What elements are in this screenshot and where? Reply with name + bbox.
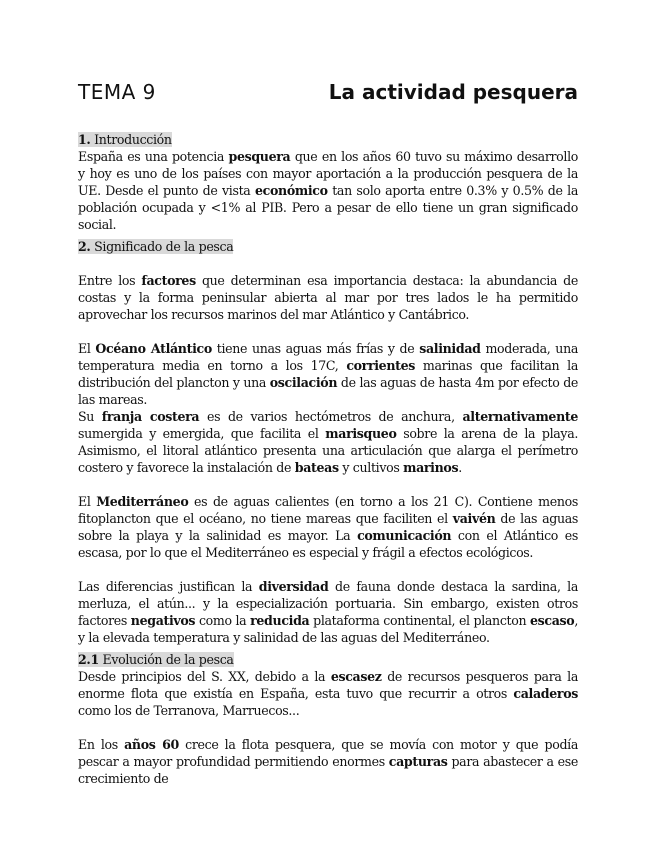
paragraph: El Océano Atlántico tiene unas aguas más frías y de salinidad moderada, una temperatura media en torno a los 17C, corrientes marinas que facilitan la distribución del plancton y una oscilación de las aguas de hasta 4m por efecto de las mareas. [78, 341, 579, 407]
section-heading-intro [78, 131, 578, 148]
paragraph: Su franja costera es de varios hectómetros de anchura, alternativamente sumergida y emergida, que facilita el marisqueo sobre la arena de la playa. Asimismo, el litoral atlántico presenta una articulación que alarga el perímetro costero y favorece la instalación de bateas y cultivos marinos. [78, 409, 579, 475]
section-number: 2.1 [78, 652, 99, 667]
section-heading-significado [78, 238, 578, 255]
section-title: Significado de la pesca [94, 239, 234, 254]
keyword: capturas [388, 754, 448, 769]
keyword: factores [141, 273, 196, 288]
paragraph: En los años 60 crece la flota pesquera, que se movía con motor y que podía pescar a mayor profundidad permitiendo enormes capturas para abastecer a ese crecimiento de [78, 737, 578, 786]
keyword: pesquera [228, 149, 291, 164]
page-header [78, 80, 578, 110]
keyword: caladeros [513, 686, 578, 701]
keyword: bateas [294, 460, 339, 475]
section-number: 1. [78, 132, 91, 147]
keyword: diversidad [258, 579, 329, 594]
keyword: Océano Atlántico [95, 341, 212, 356]
keyword: franja costera [101, 409, 200, 424]
keyword: Mediterráneo [96, 494, 189, 509]
section-title: Introducción [94, 132, 172, 147]
keyword: comunicación [357, 528, 452, 543]
keyword: años 60 [124, 737, 179, 752]
section-number: 2. [78, 239, 91, 254]
document-body [78, 131, 578, 787]
tema-number: TEMA 9 [78, 80, 156, 104]
keyword: corrientes [346, 358, 416, 373]
paragraph: España es una potencia pesquera que en los años 60 tuvo su máximo desarrollo y hoy es uno de los países con mayor aportación a la producción pesquera de la UE. Desde el punto de vista económico tan solo aporta entre 0.3% y 0.5% de la población ocupada y <1% al PIB. Pero a pesar de ello tiene un gran significado social. [78, 149, 579, 232]
paragraph: Desde principios del S. XX, debido a la escasez de recursos pesqueros para la enorme flota que existía en España, esta tuvo que recurrir a otros caladeros como los de Terranova, Marruecos... [78, 669, 578, 718]
keyword: reducida [250, 613, 310, 628]
keyword: marinos [403, 460, 459, 475]
keyword: vaivén [452, 511, 496, 526]
keyword: escaso [530, 613, 575, 628]
keyword: salinidad [419, 341, 481, 356]
section-title: Evolución de la pesca [102, 652, 234, 667]
page-title: La actividad pesquera [328, 80, 578, 104]
paragraph: Las diferencias justifican la diversidad de fauna donde destaca la sardina, la merluza, el atún... y la especialización portuaria. Sin embargo, existen otros factores negativos como la reducida plataforma continental, el plancton escaso, y la elevada temperatura y salinidad de las aguas del Mediterráneo. [78, 579, 578, 645]
keyword: negativos [130, 613, 196, 628]
keyword: alternativamente [462, 409, 579, 424]
keyword: económico [254, 183, 328, 198]
keyword: marisqueo [325, 426, 397, 441]
section-heading-evolucion [78, 651, 578, 668]
paragraph: Entre los factores que determinan esa importancia destaca: la abundancia de costas y la forma peninsular abierta al mar por tres lados le ha permitido aprovechar los recursos marinos del mar Atlántico y Cantábrico. [78, 273, 578, 322]
paragraph: El Mediterráneo es de aguas calientes (en torno a los 21 C). Contiene menos fitoplancton que el océano, no tiene mareas que faciliten el vaivén de las aguas sobre la playa y la salinidad es mayor. La comunicación con el Atlántico es escasa, por lo que el Mediterráneo es especial y frágil a efectos ecológicos. [78, 494, 578, 560]
keyword: escasez [330, 669, 382, 684]
keyword: oscilación [269, 375, 338, 390]
